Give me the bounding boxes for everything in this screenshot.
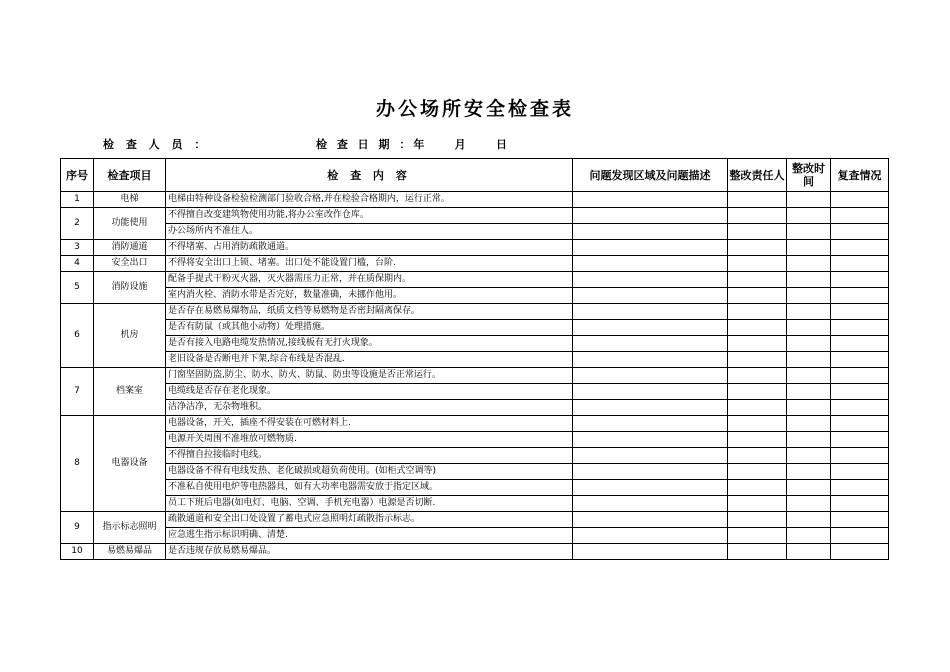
inspection-date-label: 检 查 日 期 ：年 月 日 bbox=[316, 138, 510, 151]
deadline-cell[interactable] bbox=[787, 464, 831, 480]
review-cell[interactable] bbox=[831, 528, 889, 544]
check-item: 电缆线是否存在老化现象。 bbox=[166, 384, 573, 400]
check-item: 是否存在易燃易爆物品，纸质文档等易燃物是否密封隔离保存。 bbox=[166, 304, 573, 320]
issue-cell[interactable] bbox=[573, 336, 728, 352]
responsible-cell[interactable] bbox=[728, 416, 787, 432]
table-row bbox=[61, 336, 889, 352]
section-number: 8 bbox=[61, 416, 94, 512]
issue-cell[interactable] bbox=[573, 320, 728, 336]
issue-cell[interactable] bbox=[573, 352, 728, 368]
issue-cell[interactable] bbox=[573, 224, 728, 240]
issue-cell[interactable] bbox=[573, 256, 728, 272]
deadline-cell[interactable] bbox=[787, 432, 831, 448]
responsible-cell[interactable] bbox=[728, 400, 787, 416]
page-title: 办公场所安全检查表 bbox=[375, 98, 574, 120]
check-item: 电梯由特种设备检验检测部门验收合格,并在检验合格期内，运行正常。 bbox=[166, 192, 573, 208]
table-row bbox=[61, 256, 889, 272]
check-item: 应急逃生指示标识明确、清楚. bbox=[166, 528, 573, 544]
responsible-cell[interactable] bbox=[728, 336, 787, 352]
review-cell[interactable] bbox=[831, 448, 889, 464]
check-item: 不得擅自拉接临时电线。 bbox=[166, 448, 573, 464]
deadline-cell[interactable] bbox=[787, 256, 831, 272]
table-row bbox=[61, 304, 889, 320]
deadline-cell[interactable] bbox=[787, 192, 831, 208]
issue-cell[interactable] bbox=[573, 416, 728, 432]
review-cell[interactable] bbox=[831, 432, 889, 448]
section-number: 10 bbox=[61, 544, 94, 560]
table-row bbox=[61, 416, 889, 432]
issue-cell[interactable] bbox=[573, 368, 728, 384]
header-seq: 序号 bbox=[61, 159, 94, 192]
responsible-cell[interactable] bbox=[728, 208, 787, 224]
responsible-cell[interactable] bbox=[728, 224, 787, 240]
review-cell[interactable] bbox=[831, 496, 889, 512]
deadline-cell[interactable] bbox=[787, 448, 831, 464]
check-item: 员工下班后电器(如电灯、电脑、空调、手机充电器）电源是否切断. bbox=[166, 496, 573, 512]
issue-cell[interactable] bbox=[573, 448, 728, 464]
table-row bbox=[61, 352, 889, 368]
table-row bbox=[61, 192, 889, 208]
issue-cell[interactable] bbox=[573, 464, 728, 480]
issue-cell[interactable] bbox=[573, 288, 728, 304]
responsible-cell[interactable] bbox=[728, 480, 787, 496]
deadline-cell[interactable] bbox=[787, 480, 831, 496]
deadline-cell[interactable] bbox=[787, 304, 831, 320]
responsible-cell[interactable] bbox=[728, 304, 787, 320]
review-cell[interactable] bbox=[831, 208, 889, 224]
check-item: 老旧设备是否断电并下架,综合布线是否混乱. bbox=[166, 352, 573, 368]
inspectors-label: 检 查 人 员 ： bbox=[103, 138, 210, 151]
responsible-cell[interactable] bbox=[728, 496, 787, 512]
section-name: 电器设备 bbox=[94, 416, 166, 512]
header-responsible: 整改责任人 bbox=[728, 159, 787, 192]
responsible-cell[interactable] bbox=[728, 448, 787, 464]
deadline-cell[interactable] bbox=[787, 288, 831, 304]
issue-cell[interactable] bbox=[573, 304, 728, 320]
check-item: 电器设备不得有电线发热、老化破损或超负荷使用。(如柜式空调等) bbox=[166, 464, 573, 480]
responsible-cell[interactable] bbox=[728, 432, 787, 448]
deadline-cell[interactable] bbox=[787, 336, 831, 352]
deadline-cell[interactable] bbox=[787, 272, 831, 288]
section-number: 9 bbox=[61, 512, 94, 544]
check-item: 洁净洁净，无杂物堆积。 bbox=[166, 400, 573, 416]
table-row bbox=[61, 480, 889, 496]
review-cell[interactable] bbox=[831, 352, 889, 368]
issue-cell[interactable] bbox=[573, 384, 728, 400]
deadline-cell[interactable] bbox=[787, 512, 831, 528]
check-item: 室内消火栓、消防水带是否完好，数量准确，未挪作他用。 bbox=[166, 288, 573, 304]
table-row bbox=[61, 464, 889, 480]
header-content: 检 查 内 容 bbox=[166, 159, 573, 192]
issue-cell[interactable] bbox=[573, 512, 728, 528]
header-deadline: 整改时间 bbox=[787, 159, 831, 192]
header-review: 复查情况 bbox=[831, 159, 889, 192]
deadline-cell[interactable] bbox=[787, 224, 831, 240]
responsible-cell[interactable] bbox=[728, 464, 787, 480]
responsible-cell[interactable] bbox=[728, 528, 787, 544]
responsible-cell[interactable] bbox=[728, 192, 787, 208]
check-item: 是否有接入电路电缆发热情况,接线板有无打火现象。 bbox=[166, 336, 573, 352]
issue-cell[interactable] bbox=[573, 480, 728, 496]
responsible-cell[interactable] bbox=[728, 320, 787, 336]
deadline-cell[interactable] bbox=[787, 528, 831, 544]
check-item: 不得堵塞、占用消防疏散通道。 bbox=[166, 240, 573, 256]
responsible-cell[interactable] bbox=[728, 368, 787, 384]
check-item: 办公场所内不准住人。 bbox=[166, 224, 573, 240]
review-cell[interactable] bbox=[831, 224, 889, 240]
issue-cell[interactable] bbox=[573, 208, 728, 224]
review-cell[interactable] bbox=[831, 480, 889, 496]
issue-cell[interactable] bbox=[573, 528, 728, 544]
deadline-cell[interactable] bbox=[787, 208, 831, 224]
check-item: 不得将安全出口上锁、堵塞。出口处不能设置门槛，台阶. bbox=[166, 256, 573, 272]
section-name: 消防设施 bbox=[94, 272, 166, 304]
table-row bbox=[61, 400, 889, 416]
section-number: 6 bbox=[61, 304, 94, 368]
deadline-cell[interactable] bbox=[787, 416, 831, 432]
check-item: 电源开关周围不准堆放可燃物质. bbox=[166, 432, 573, 448]
section-number: 3 bbox=[61, 240, 94, 256]
inspection-table bbox=[60, 158, 889, 560]
section-number: 4 bbox=[61, 256, 94, 272]
issue-cell[interactable] bbox=[573, 544, 728, 560]
table-row bbox=[61, 544, 889, 560]
check-item: 疏散通道和安全出口处设置了蓄电式应急照明灯疏散指示标志。 bbox=[166, 512, 573, 528]
table-body bbox=[61, 192, 889, 560]
responsible-cell[interactable] bbox=[728, 240, 787, 256]
table-row bbox=[61, 528, 889, 544]
review-cell[interactable] bbox=[831, 272, 889, 288]
issue-cell[interactable] bbox=[573, 432, 728, 448]
responsible-cell[interactable] bbox=[728, 272, 787, 288]
table-row bbox=[61, 272, 889, 288]
deadline-cell[interactable] bbox=[787, 368, 831, 384]
review-cell[interactable] bbox=[831, 240, 889, 256]
table-row bbox=[61, 512, 889, 528]
header-item: 检查项目 bbox=[94, 159, 166, 192]
responsible-cell[interactable] bbox=[728, 544, 787, 560]
section-name: 易燃易爆品 bbox=[94, 544, 166, 560]
review-cell[interactable] bbox=[831, 512, 889, 528]
section-name: 消防通道 bbox=[94, 240, 166, 256]
check-item: 不准私自使用电炉等电热器具，如有大功率电器需安放于指定区域。 bbox=[166, 480, 573, 496]
deadline-cell[interactable] bbox=[787, 320, 831, 336]
responsible-cell[interactable] bbox=[728, 384, 787, 400]
issue-cell[interactable] bbox=[573, 400, 728, 416]
deadline-cell[interactable] bbox=[787, 496, 831, 512]
review-cell[interactable] bbox=[831, 304, 889, 320]
table-header-row bbox=[61, 159, 889, 192]
section-number: 5 bbox=[61, 272, 94, 304]
table-row bbox=[61, 496, 889, 512]
section-number: 1 bbox=[61, 192, 94, 208]
review-cell[interactable] bbox=[831, 288, 889, 304]
section-name: 指示标志照明 bbox=[94, 512, 166, 544]
section-number: 2 bbox=[61, 208, 94, 240]
section-name: 功能使用 bbox=[94, 208, 166, 240]
deadline-cell[interactable] bbox=[787, 544, 831, 560]
table-row bbox=[61, 368, 889, 384]
responsible-cell[interactable] bbox=[728, 288, 787, 304]
review-cell[interactable] bbox=[831, 192, 889, 208]
table-row bbox=[61, 288, 889, 304]
review-cell[interactable] bbox=[831, 464, 889, 480]
section-number: 7 bbox=[61, 368, 94, 416]
section-name: 电梯 bbox=[94, 192, 166, 208]
review-cell[interactable] bbox=[831, 320, 889, 336]
table-row bbox=[61, 320, 889, 336]
section-name: 机房 bbox=[94, 304, 166, 368]
table-row bbox=[61, 224, 889, 240]
table-row bbox=[61, 448, 889, 464]
review-cell[interactable] bbox=[831, 544, 889, 560]
header-issue: 问题发现区域及问题描述 bbox=[573, 159, 728, 192]
deadline-cell[interactable] bbox=[787, 400, 831, 416]
check-item: 是否违规存放易燃易爆品。 bbox=[166, 544, 573, 560]
deadline-cell[interactable] bbox=[787, 384, 831, 400]
review-cell[interactable] bbox=[831, 416, 889, 432]
check-item: 电器设备，开关，插座不得安装在可燃材料上. bbox=[166, 416, 573, 432]
table-row bbox=[61, 384, 889, 400]
issue-cell[interactable] bbox=[573, 240, 728, 256]
table-row bbox=[61, 240, 889, 256]
check-item: 门窗坚固防盗,防尘、防水、防火、防鼠、防虫等设施是否正常运行。 bbox=[166, 368, 573, 384]
check-item: 不得擅自改变建筑物使用功能,将办公室改作仓库。 bbox=[166, 208, 573, 224]
check-item: 是否有防鼠（或其他小动物）处理措施。 bbox=[166, 320, 573, 336]
review-cell[interactable] bbox=[831, 368, 889, 384]
deadline-cell[interactable] bbox=[787, 240, 831, 256]
section-name: 安全出口 bbox=[94, 256, 166, 272]
issue-cell[interactable] bbox=[573, 272, 728, 288]
table-row bbox=[61, 432, 889, 448]
table-row bbox=[61, 208, 889, 224]
review-cell[interactable] bbox=[831, 384, 889, 400]
responsible-cell[interactable] bbox=[728, 256, 787, 272]
review-cell[interactable] bbox=[831, 256, 889, 272]
section-name: 档案室 bbox=[94, 368, 166, 416]
review-cell[interactable] bbox=[831, 336, 889, 352]
issue-cell[interactable] bbox=[573, 496, 728, 512]
issue-cell[interactable] bbox=[573, 192, 728, 208]
check-item: 配备手提式干粉灭火器，灭火器需压力正常，并在质保期内。 bbox=[166, 272, 573, 288]
responsible-cell[interactable] bbox=[728, 512, 787, 528]
responsible-cell[interactable] bbox=[728, 352, 787, 368]
deadline-cell[interactable] bbox=[787, 352, 831, 368]
review-cell[interactable] bbox=[831, 400, 889, 416]
